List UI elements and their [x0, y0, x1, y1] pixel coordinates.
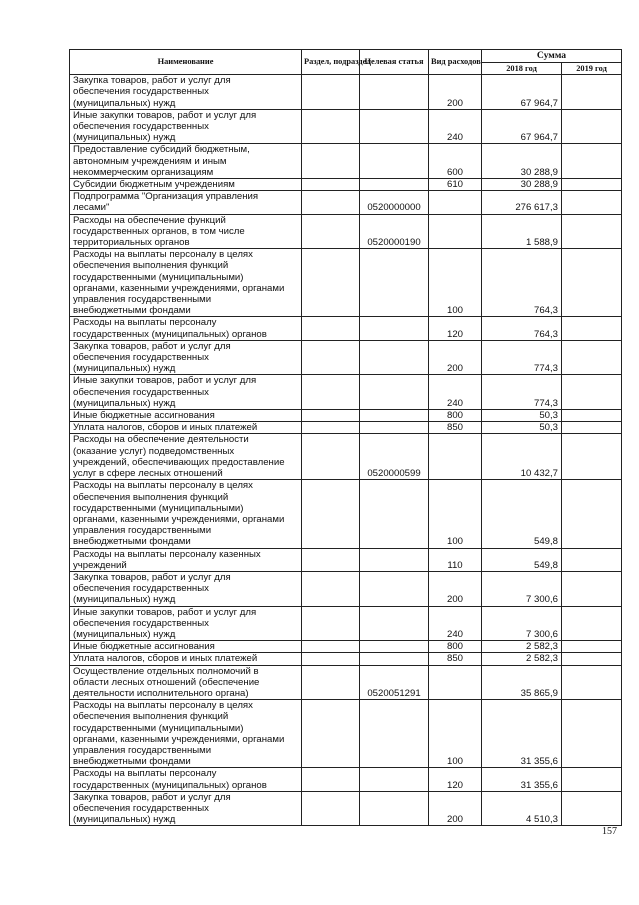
row-target-article — [360, 700, 429, 768]
row-sum-2018: 31 355,6 — [482, 700, 562, 768]
row-expense-type: 240 — [429, 109, 482, 144]
row-target-article — [360, 410, 429, 422]
table-row — [70, 214, 622, 249]
header-section: Раздел, подраздел — [302, 50, 360, 75]
row-sum-2018: 774,3 — [482, 375, 562, 410]
row-expense-type: 850 — [429, 422, 482, 434]
table-body — [70, 75, 622, 826]
row-target-article: 0520000000 — [360, 191, 429, 214]
row-name — [70, 768, 302, 791]
row-expense-type — [429, 665, 482, 700]
row-sum-2019 — [562, 571, 622, 606]
row-name-line: внебюджетными фондами — [73, 756, 191, 768]
row-target-article — [360, 249, 429, 317]
row-expense-type: 100 — [429, 480, 482, 548]
row-sum-2018: 276 617,3 — [482, 191, 562, 214]
row-name-line: обеспечения государственных — [73, 386, 209, 398]
row-sum-2019 — [562, 606, 622, 641]
table-row — [70, 548, 622, 571]
row-name-line: органами, казенными учреждениями, органами — [73, 282, 285, 294]
header-name: Наименование — [70, 50, 302, 75]
row-name-line: некоммерческим организациям — [73, 166, 214, 178]
row-sum-2018: 31 355,6 — [482, 768, 562, 791]
row-name-line: управления государственными — [73, 744, 212, 756]
row-target-article — [360, 606, 429, 641]
row-section — [302, 434, 360, 480]
row-sum-2019 — [562, 434, 622, 480]
row-name — [70, 191, 302, 214]
row-expense-type: 100 — [429, 249, 482, 317]
row-sum-2018: 7 300,6 — [482, 606, 562, 641]
row-sum-2018: 30 288,9 — [482, 179, 562, 191]
table-row — [70, 653, 622, 665]
row-sum-2019 — [562, 340, 622, 375]
row-name — [70, 641, 302, 653]
table-row — [70, 606, 622, 641]
table-row — [70, 422, 622, 434]
row-target-article: 0520051291 — [360, 665, 429, 700]
header-article: Целевая статья — [360, 50, 429, 75]
row-name — [70, 179, 302, 191]
row-name-line: обеспечения государственных — [73, 617, 209, 629]
header-expense-type: Вид расходов — [429, 50, 482, 75]
table-row — [70, 665, 622, 700]
row-name-line: (муниципальных) нужд — [73, 363, 176, 375]
row-target-article — [360, 548, 429, 571]
row-name-line: управления государственными — [73, 525, 212, 537]
row-expense-type: 120 — [429, 317, 482, 340]
row-target-article: 0520000599 — [360, 434, 429, 480]
row-name-line: Предоставление субсидий бюджетным, — [73, 144, 250, 156]
row-section — [302, 700, 360, 768]
row-name-line: (муниципальных) нужд — [73, 97, 176, 109]
table-row — [70, 700, 622, 768]
row-name-line: Расходы на выплаты персоналу — [73, 768, 217, 780]
row-expense-type: 850 — [429, 653, 482, 665]
table-row — [70, 768, 622, 791]
row-expense-type: 610 — [429, 179, 482, 191]
table-row — [70, 410, 622, 422]
row-sum-2019 — [562, 317, 622, 340]
header-year-2018: 2018 год — [482, 62, 562, 75]
row-sum-2018: 1 588,9 — [482, 214, 562, 249]
row-expense-type: 120 — [429, 768, 482, 791]
row-section — [302, 480, 360, 548]
row-target-article — [360, 641, 429, 653]
row-sum-2018: 764,3 — [482, 249, 562, 317]
row-section — [302, 791, 360, 826]
row-name — [70, 144, 302, 179]
row-name-line: (муниципальных) нужд — [73, 628, 176, 640]
row-sum-2018: 7 300,6 — [482, 571, 562, 606]
row-name-line: обеспечения выполнения функций — [73, 491, 229, 503]
row-name-line: государственных (муниципальных) органов — [73, 328, 267, 340]
row-section — [302, 191, 360, 214]
row-name-line: обеспечения государственных — [73, 802, 209, 814]
table-row — [70, 109, 622, 144]
row-name-line: области лесных отношений (обеспечение — [73, 676, 260, 688]
row-sum-2018: 774,3 — [482, 340, 562, 375]
row-expense-type: 240 — [429, 606, 482, 641]
row-target-article — [360, 422, 429, 434]
row-sum-2018: 549,8 — [482, 480, 562, 548]
row-name — [70, 375, 302, 410]
row-sum-2018: 2 582,3 — [482, 653, 562, 665]
header-year-2019: 2019 год — [562, 62, 622, 75]
row-name-line: государственных органов, в том числе — [73, 225, 245, 237]
row-name-line: обеспечения государственных — [73, 352, 209, 364]
row-name-line: Уплата налогов, сборов и иных платежей — [73, 653, 258, 665]
row-name — [70, 653, 302, 665]
row-name-line: услуг в сфере лесных отношений — [73, 468, 223, 480]
row-name-line: Закупка товаров, работ и услуг для — [73, 340, 231, 352]
row-sum-2019 — [562, 641, 622, 653]
row-sum-2018: 30 288,9 — [482, 144, 562, 179]
row-section — [302, 410, 360, 422]
row-section — [302, 606, 360, 641]
row-section — [302, 75, 360, 110]
table-row — [70, 144, 622, 179]
row-name — [70, 422, 302, 434]
row-target-article — [360, 375, 429, 410]
row-sum-2019 — [562, 179, 622, 191]
row-name-line: государственными (муниципальными) — [73, 502, 244, 514]
row-name-line: государственных (муниципальных) органов — [73, 779, 267, 791]
row-target-article — [360, 480, 429, 548]
row-section — [302, 317, 360, 340]
row-target-article — [360, 340, 429, 375]
row-name-line: Закупка товаров, работ и услуг для — [73, 75, 231, 87]
row-name-line: автономным учреждениям и иным — [73, 155, 227, 167]
row-name-line: управления государственными — [73, 294, 212, 306]
row-name-line: государственными (муниципальными) — [73, 271, 244, 283]
row-target-article — [360, 768, 429, 791]
row-target-article — [360, 571, 429, 606]
page-number: 157 — [602, 826, 617, 837]
row-sum-2019 — [562, 144, 622, 179]
row-sum-2019 — [562, 422, 622, 434]
row-section — [302, 768, 360, 791]
table-row — [70, 340, 622, 375]
row-name-line: органами, казенными учреждениями, органами — [73, 733, 285, 745]
row-section — [302, 665, 360, 700]
row-sum-2019 — [562, 768, 622, 791]
table-row — [70, 641, 622, 653]
row-sum-2019 — [562, 375, 622, 410]
row-name-line: Расходы на выплаты персоналу казенных — [73, 548, 261, 560]
row-name — [70, 340, 302, 375]
row-sum-2019 — [562, 109, 622, 144]
row-name-line: обеспечения выполнения функций — [73, 711, 229, 723]
row-name-line: учреждений, обеспечивающих предоставление — [73, 456, 285, 468]
row-target-article: 0520000190 — [360, 214, 429, 249]
row-expense-type: 200 — [429, 791, 482, 826]
row-name-line: обеспечения выполнения функций — [73, 260, 229, 272]
row-name-line: Осуществление отдельных полномочий в — [73, 665, 259, 677]
table-row — [70, 434, 622, 480]
row-name — [70, 548, 302, 571]
table-row — [70, 480, 622, 548]
table-row — [70, 571, 622, 606]
row-name-line: Подпрограмма "Организация управления — [73, 191, 259, 203]
header-sum: Сумма — [482, 50, 622, 63]
row-target-article — [360, 317, 429, 340]
table-row — [70, 791, 622, 826]
table-row — [70, 191, 622, 214]
row-name-line: территориальных органов — [73, 237, 190, 249]
row-section — [302, 144, 360, 179]
row-expense-type — [429, 434, 482, 480]
row-name — [70, 75, 302, 110]
row-sum-2019 — [562, 214, 622, 249]
row-name — [70, 109, 302, 144]
row-expense-type: 240 — [429, 375, 482, 410]
row-name-line: (оказание услуг) подведомственных — [73, 445, 235, 457]
row-name-line: Уплата налогов, сборов и иных платежей — [73, 422, 258, 434]
row-sum-2019 — [562, 249, 622, 317]
row-expense-type — [429, 191, 482, 214]
row-name-line: (муниципальных) нужд — [73, 397, 176, 409]
row-section — [302, 109, 360, 144]
row-target-article — [360, 179, 429, 191]
row-section — [302, 653, 360, 665]
row-sum-2019 — [562, 665, 622, 700]
row-name-line: внебюджетными фондами — [73, 305, 191, 317]
row-expense-type: 200 — [429, 571, 482, 606]
row-name — [70, 214, 302, 249]
row-name — [70, 700, 302, 768]
row-name — [70, 480, 302, 548]
row-sum-2018: 2 582,3 — [482, 641, 562, 653]
row-target-article — [360, 653, 429, 665]
row-name-line: (муниципальных) нужд — [73, 594, 176, 606]
row-name-line: обеспечения государственных — [73, 583, 209, 595]
row-name-line: Расходы на выплаты персоналу в целях — [73, 249, 253, 261]
row-name — [70, 791, 302, 826]
row-sum-2019 — [562, 75, 622, 110]
row-target-article — [360, 75, 429, 110]
row-section — [302, 375, 360, 410]
row-name-line: (муниципальных) нужд — [73, 132, 176, 144]
table-row — [70, 179, 622, 191]
row-name — [70, 665, 302, 700]
row-name-line: Закупка товаров, работ и услуг для — [73, 791, 231, 803]
row-name-line: Расходы на выплаты персоналу в целях — [73, 480, 253, 492]
row-expense-type: 800 — [429, 641, 482, 653]
row-sum-2019 — [562, 410, 622, 422]
row-expense-type: 200 — [429, 340, 482, 375]
row-name-line: обеспечения государственных — [73, 86, 209, 98]
row-sum-2018: 67 964,7 — [482, 109, 562, 144]
row-name-line: Иные закупки товаров, работ и услуг для — [73, 109, 257, 121]
table-row — [70, 75, 622, 110]
row-sum-2019 — [562, 480, 622, 548]
row-sum-2018: 50,3 — [482, 422, 562, 434]
row-sum-2018: 764,3 — [482, 317, 562, 340]
row-sum-2019 — [562, 191, 622, 214]
row-name — [70, 410, 302, 422]
row-section — [302, 571, 360, 606]
row-section — [302, 641, 360, 653]
row-expense-type: 600 — [429, 144, 482, 179]
row-name-line: Иные закупки товаров, работ и услуг для — [73, 375, 257, 387]
row-sum-2018: 35 865,9 — [482, 665, 562, 700]
row-sum-2019 — [562, 548, 622, 571]
row-target-article — [360, 144, 429, 179]
row-expense-type — [429, 214, 482, 249]
row-name — [70, 317, 302, 340]
budget-table — [69, 49, 622, 826]
row-section — [302, 340, 360, 375]
row-name-line: Субсидии бюджетным учреждениям — [73, 179, 235, 191]
row-name-line: органами, казенными учреждениями, органами — [73, 513, 285, 525]
row-sum-2018: 549,8 — [482, 548, 562, 571]
row-expense-type: 200 — [429, 75, 482, 110]
table-row — [70, 249, 622, 317]
row-name-line: Расходы на выплаты персоналу в целях — [73, 700, 253, 712]
row-section — [302, 548, 360, 571]
table-row — [70, 375, 622, 410]
row-name — [70, 249, 302, 317]
row-sum-2019 — [562, 653, 622, 665]
row-name-line: Расходы на обеспечение деятельности — [73, 434, 249, 446]
row-name-line: лесами" — [73, 202, 110, 214]
row-name — [70, 434, 302, 480]
row-sum-2019 — [562, 700, 622, 768]
row-section — [302, 179, 360, 191]
row-name-line: Расходы на обеспечение функций — [73, 214, 226, 226]
row-name — [70, 571, 302, 606]
row-name — [70, 606, 302, 641]
row-name-line: деятельности исполнительного органа) — [73, 687, 249, 699]
row-expense-type: 110 — [429, 548, 482, 571]
row-sum-2019 — [562, 791, 622, 826]
row-section — [302, 422, 360, 434]
row-sum-2018: 67 964,7 — [482, 75, 562, 110]
row-name-line: Иные закупки товаров, работ и услуг для — [73, 606, 257, 618]
row-expense-type: 100 — [429, 700, 482, 768]
row-target-article — [360, 791, 429, 826]
row-name-line: (муниципальных) нужд — [73, 814, 176, 826]
row-expense-type: 800 — [429, 410, 482, 422]
row-name-line: внебюджетными фондами — [73, 536, 191, 548]
row-name-line: учреждений — [73, 559, 127, 571]
row-name-line: обеспечения государственных — [73, 121, 209, 132]
row-target-article — [360, 109, 429, 144]
row-section — [302, 249, 360, 317]
table-row — [70, 317, 622, 340]
row-name-line: Иные бюджетные ассигнования — [73, 641, 215, 653]
row-sum-2018: 50,3 — [482, 410, 562, 422]
row-name-line: Расходы на выплаты персоналу — [73, 317, 217, 329]
row-name-line: Закупка товаров, работ и услуг для — [73, 571, 231, 583]
row-name-line: государственными (муниципальными) — [73, 722, 244, 734]
row-sum-2018: 4 510,3 — [482, 791, 562, 826]
row-sum-2018: 10 432,7 — [482, 434, 562, 480]
row-section — [302, 214, 360, 249]
row-name-line: Иные бюджетные ассигнования — [73, 410, 215, 422]
